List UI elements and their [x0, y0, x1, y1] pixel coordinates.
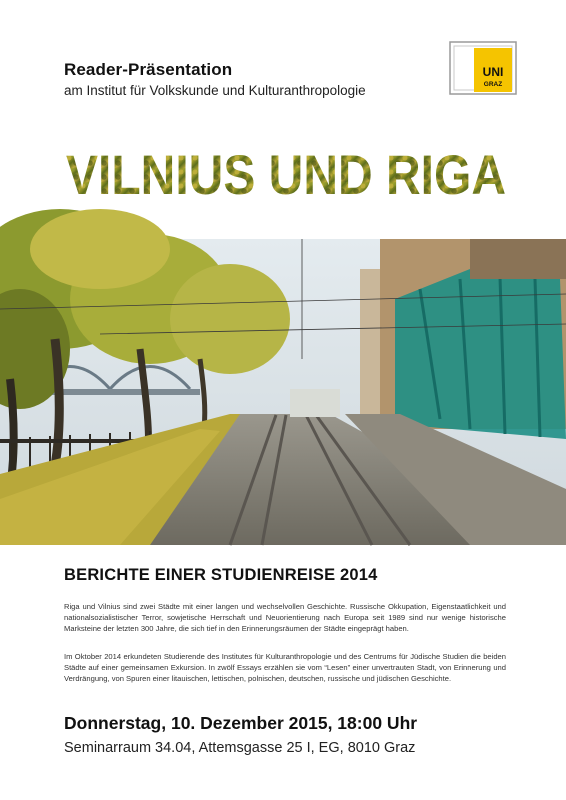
body-paragraph-1: Riga und Vilnius sind zwei Städte mit einer langen und wechselvollen Geschichte. Russische Okkupation, Eigenstaatlichkeit und nationalsozialistischer Terror, sowjetische Herrschaft und Neuorientierung nach Europa seit 1989 sind nur wenige historische Marksteine der letzten 300 Jahre, die sich tief in den Erinnerungsräumen der Städte eingeprägt haben. — [64, 602, 506, 633]
body-paragraph-2: Im Oktober 2014 erkundeten Studierende des Institutes für Kulturanthropologie und des Centrums für Jüdische Studien die beiden Städte auf einer gemeinsamen Exkursion. In zwölf Essays erzählen sie vom “Lesen” einer unvertrauten Stadt, von Erinnerung und Verdrängung, von Spuren einer litauischen, lettischen, polnischen, deutschen, russische und jüdischen Geschichte. — [64, 652, 506, 683]
headline-text: VILNIUS UND RIGA — [66, 143, 506, 206]
header-subtitle: am Institut für Volkskunde und Kulturanthropologie — [64, 83, 366, 98]
event-date: Donnerstag, 10. Dezember 2015, 18:00 Uhr — [64, 713, 418, 733]
logo-uni-text: UNI — [482, 65, 504, 79]
event-location: Seminarraum 34.04, Attemsgasse 25 I, EG, 8010 Graz — [64, 740, 416, 756]
logo-graz-text: GRAZ — [483, 81, 503, 88]
main-headline — [66, 140, 506, 206]
header-title: Reader-Präsentation — [64, 60, 233, 79]
section-title: BERICHTE EINER STUDIENREISE 2014 — [64, 566, 378, 584]
tram-street-photo — [0, 239, 566, 545]
uni-graz-logo — [448, 40, 518, 96]
